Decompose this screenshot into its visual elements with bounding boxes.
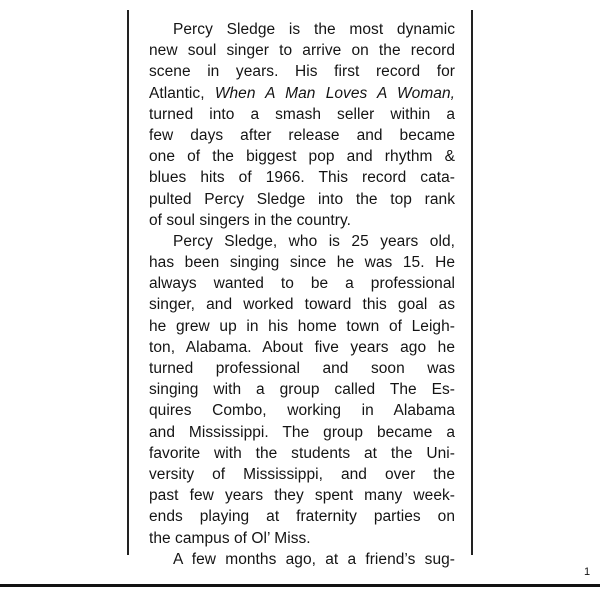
line-text: past few years they spent many week- — [149, 487, 455, 505]
text-line — [149, 210, 455, 231]
text-line — [149, 273, 455, 294]
line-text: quires Combo, working in Alabama — [149, 402, 455, 420]
line-text: Atlantic, — [149, 84, 215, 102]
line-text: singer, and worked toward this goal as — [149, 296, 455, 314]
text-line — [149, 40, 455, 61]
text-line — [149, 19, 455, 40]
line-text: and Mississippi. The group became a — [149, 423, 455, 441]
text-line — [149, 358, 455, 379]
left-column-rule — [127, 10, 129, 555]
text-line — [149, 464, 455, 485]
text-line — [149, 485, 455, 506]
text-line — [149, 104, 455, 125]
italic-title-text: When A Man Loves A Woman, — [214, 84, 455, 102]
text-line — [149, 189, 455, 210]
text-line — [149, 61, 455, 82]
line-text: turned into a smash seller within a — [149, 105, 455, 123]
text-line — [149, 528, 455, 549]
text-column — [149, 19, 455, 570]
paragraph — [149, 19, 455, 231]
line-text: favorite with the students at the Uni- — [149, 444, 455, 462]
line-text: pulted Percy Sledge into the top rank — [149, 190, 455, 208]
line-text: scene in years. His first record for — [149, 63, 455, 81]
text-line — [149, 83, 455, 104]
paragraph — [149, 549, 455, 570]
line-text: one of the biggest pop and rhythm & — [149, 148, 455, 166]
line-text: always wanted to be a professional — [149, 275, 455, 293]
bottom-rule — [0, 584, 600, 587]
line-text: new soul singer to arrive on the record — [149, 42, 455, 60]
line-text: has been singing since he was 15. He — [149, 254, 455, 272]
text-line — [149, 337, 455, 358]
text-line — [149, 146, 455, 167]
text-line — [149, 231, 455, 252]
line-text: few days after release and became — [149, 126, 455, 144]
text-line — [149, 294, 455, 315]
page-number: 1 — [584, 566, 591, 578]
text-line — [149, 400, 455, 421]
text-line — [149, 252, 455, 273]
line-text: singing with a group called The Es- — [149, 381, 455, 399]
paragraph — [149, 231, 455, 549]
line-text: ton, Alabama. About five years ago he — [149, 338, 455, 356]
line-text: versity of Mississippi, and over the — [149, 465, 455, 483]
line-text: A few months ago, at a friend’s sug- — [173, 550, 455, 568]
line-text: the campus of Ol’ Miss. — [149, 529, 311, 547]
line-text: turned professional and soon was — [149, 360, 455, 377]
line-text: of soul singers in the country. — [149, 211, 352, 229]
text-line — [149, 443, 455, 464]
text-line — [149, 422, 455, 443]
line-text: ends playing at fraternity parties on — [149, 508, 455, 526]
text-line — [149, 379, 455, 400]
text-line — [149, 125, 455, 146]
right-column-rule — [471, 10, 473, 555]
line-text: he grew up in his home town of Leigh- — [149, 317, 455, 335]
line-text: blues hits of 1966. This record cata- — [149, 169, 455, 187]
text-line — [149, 506, 455, 527]
line-text: Percy Sledge, who is 25 years old, — [173, 232, 455, 250]
text-line — [149, 167, 455, 188]
line-text: Percy Sledge is the most dynamic — [173, 21, 455, 38]
text-line — [149, 316, 455, 337]
text-line — [149, 549, 455, 570]
